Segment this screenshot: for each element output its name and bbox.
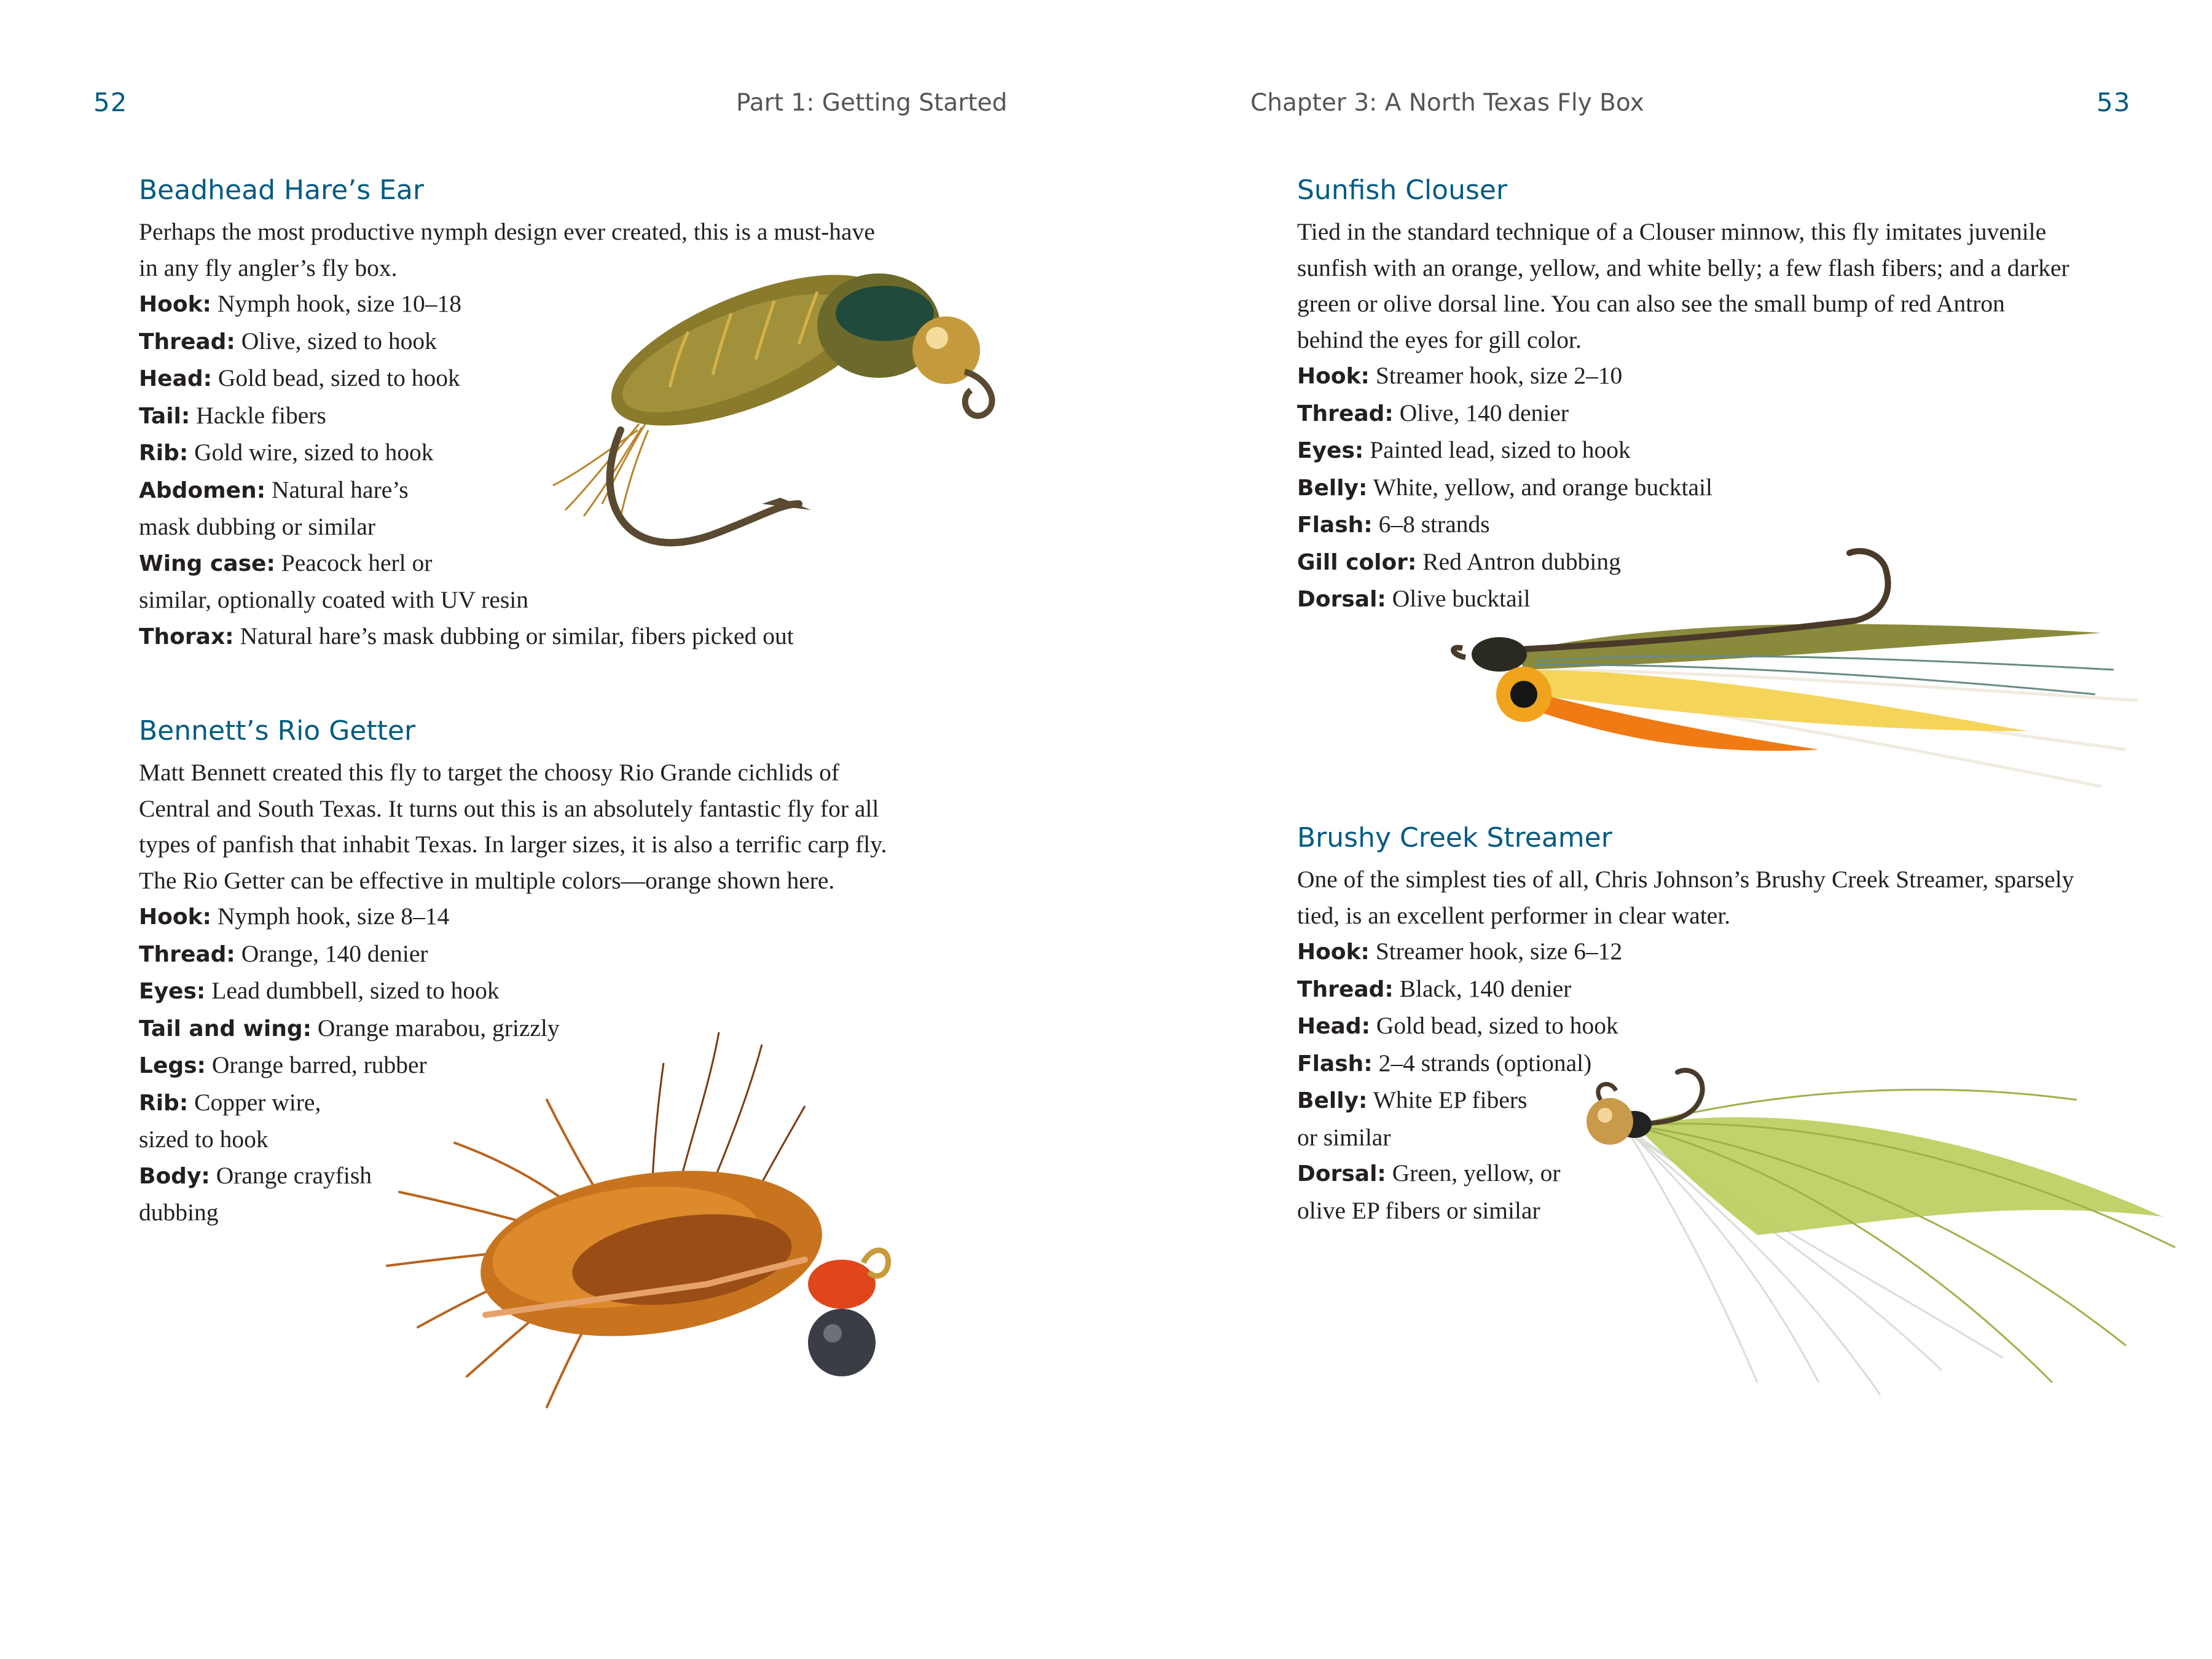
spec-abdomen: Abdomen: Natural hare’s mask dubbing or similar: [139, 476, 409, 540]
spec-legs: Legs: Orange barred, rubber: [139, 1051, 427, 1078]
spec-hook: Hook: Nymph hook, size 8–14: [139, 903, 450, 930]
fly-title: Brushy Creek Streamer: [1297, 822, 1612, 853]
fly-description: Matt Bennett created this fly to target the choosy Rio Grande cichlids of Central and South Texas. It turns out this is an absolutely fantastic fly for all types of panfish that inhabit Texas. In larger sizes, it is also a terrific carp fly. The Rio Getter can be effective in multiple colors—orange shown here.: [139, 759, 887, 894]
spec-thread: Thread: Olive, 140 denier: [1297, 399, 1569, 426]
spec-tail-and-wing: Tail and wing: Orange marabou, grizzly: [139, 1014, 560, 1041]
hook-bend: [610, 430, 799, 543]
spec-gill-color: Gill color: Red Antron dubbing: [1297, 547, 1621, 575]
spec-head: Head: Gold bead, sized to hook: [139, 364, 460, 391]
right-page: [1106, 0, 2212, 1659]
spec-belly: Belly: White EP fibers or similar: [1297, 1086, 1528, 1151]
fly-description: One of the simplest ties of all, Chris Johnson’s Brushy Creek Streamer, sparsely tied, is an excellent performer in clear water.: [1297, 866, 2074, 929]
thread-head: [1472, 637, 1527, 672]
fly-title: Beadhead Hare’s Ear: [139, 175, 424, 206]
running-head-left: Part 1: Getting Started: [736, 89, 1008, 117]
spec-rib: Rib: Copper wire, sized to hook: [139, 1088, 321, 1153]
green-yellow-dorsal: [1641, 1117, 2163, 1235]
brushy-creek-streamer-fly-image: [1573, 1063, 2187, 1419]
spec-thread: Thread: Black, 140 denier: [1297, 975, 1572, 1002]
lead-dumbbell-eye: [808, 1309, 876, 1376]
spec-flash: Flash: 6–8 strands: [1297, 511, 1490, 538]
spec-eyes: Eyes: Painted lead, sized to hook: [1297, 436, 1631, 463]
fly-description: Tied in the standard technique of a Clouser minnow, this fly imitates juvenile sunfish with an orange, yellow, and white belly; a few flash fibers; and a darker green or olive dorsal line. You can also see the small bump of red Antron behind the eyes for gill color.: [1297, 218, 2069, 353]
spec-hook: Hook: Nymph hook, size 10–18: [139, 290, 461, 317]
spec-flash: Flash: 2–4 strands (optional): [1297, 1049, 1592, 1077]
spec-hook: Hook: Streamer hook, size 2–10: [1297, 362, 1623, 389]
tail-fibers: [553, 424, 648, 516]
spec-hook: Hook: Streamer hook, size 6–12: [1297, 938, 1623, 965]
spec-thread: Thread: Orange, 140 denier: [139, 939, 428, 967]
fly-title: Sunfish Clouser: [1297, 175, 1508, 206]
spec-dorsal: Dorsal: Olive bucktail: [1297, 585, 1531, 612]
sunfish-clouser-fly-image: [1426, 528, 2163, 823]
spec-body: Body: Orange crayfish dubbing: [139, 1161, 372, 1226]
spec-thread: Thread: Olive, sized to hook: [139, 327, 437, 355]
fly-description: Perhaps the most productive nymph design ever created, this is a must-have in any fly angler’s fly box.: [139, 218, 875, 281]
gold-bead-head: [1586, 1098, 1633, 1145]
page-number-right: 53: [2096, 87, 2131, 117]
thread-head: [808, 1260, 876, 1309]
spec-tail: Tail: Hackle fibers: [139, 401, 326, 429]
hook-eye: [965, 372, 992, 416]
spec-eyes: Eyes: Lead dumbbell, sized to hook: [139, 977, 500, 1004]
fly-title: Bennett’s Rio Getter: [139, 715, 416, 747]
spec-dorsal: Dorsal: Green, yellow, or olive EP fibers or similar: [1297, 1159, 1561, 1224]
spec-thorax: Thorax: Natural hare’s mask dubbing or similar, fibers picked out: [139, 622, 794, 649]
spec-head: Head: Gold bead, sized to hook: [1297, 1012, 1618, 1039]
spec-wing-case: Wing case: Peacock herl or similar, optionally coated with UV resin: [139, 549, 528, 613]
page-number-left: 52: [93, 87, 128, 117]
spec-belly: Belly: White, yellow, and orange bucktail: [1297, 473, 1713, 501]
bennetts-rio-getter-fly-image: [363, 1008, 965, 1450]
beadhead-hares-ear-fly-image: [516, 246, 1069, 578]
running-head-right: Chapter 3: A North Texas Fly Box: [1250, 89, 1644, 117]
spec-rib: Rib: Gold wire, sized to hook: [139, 439, 434, 466]
